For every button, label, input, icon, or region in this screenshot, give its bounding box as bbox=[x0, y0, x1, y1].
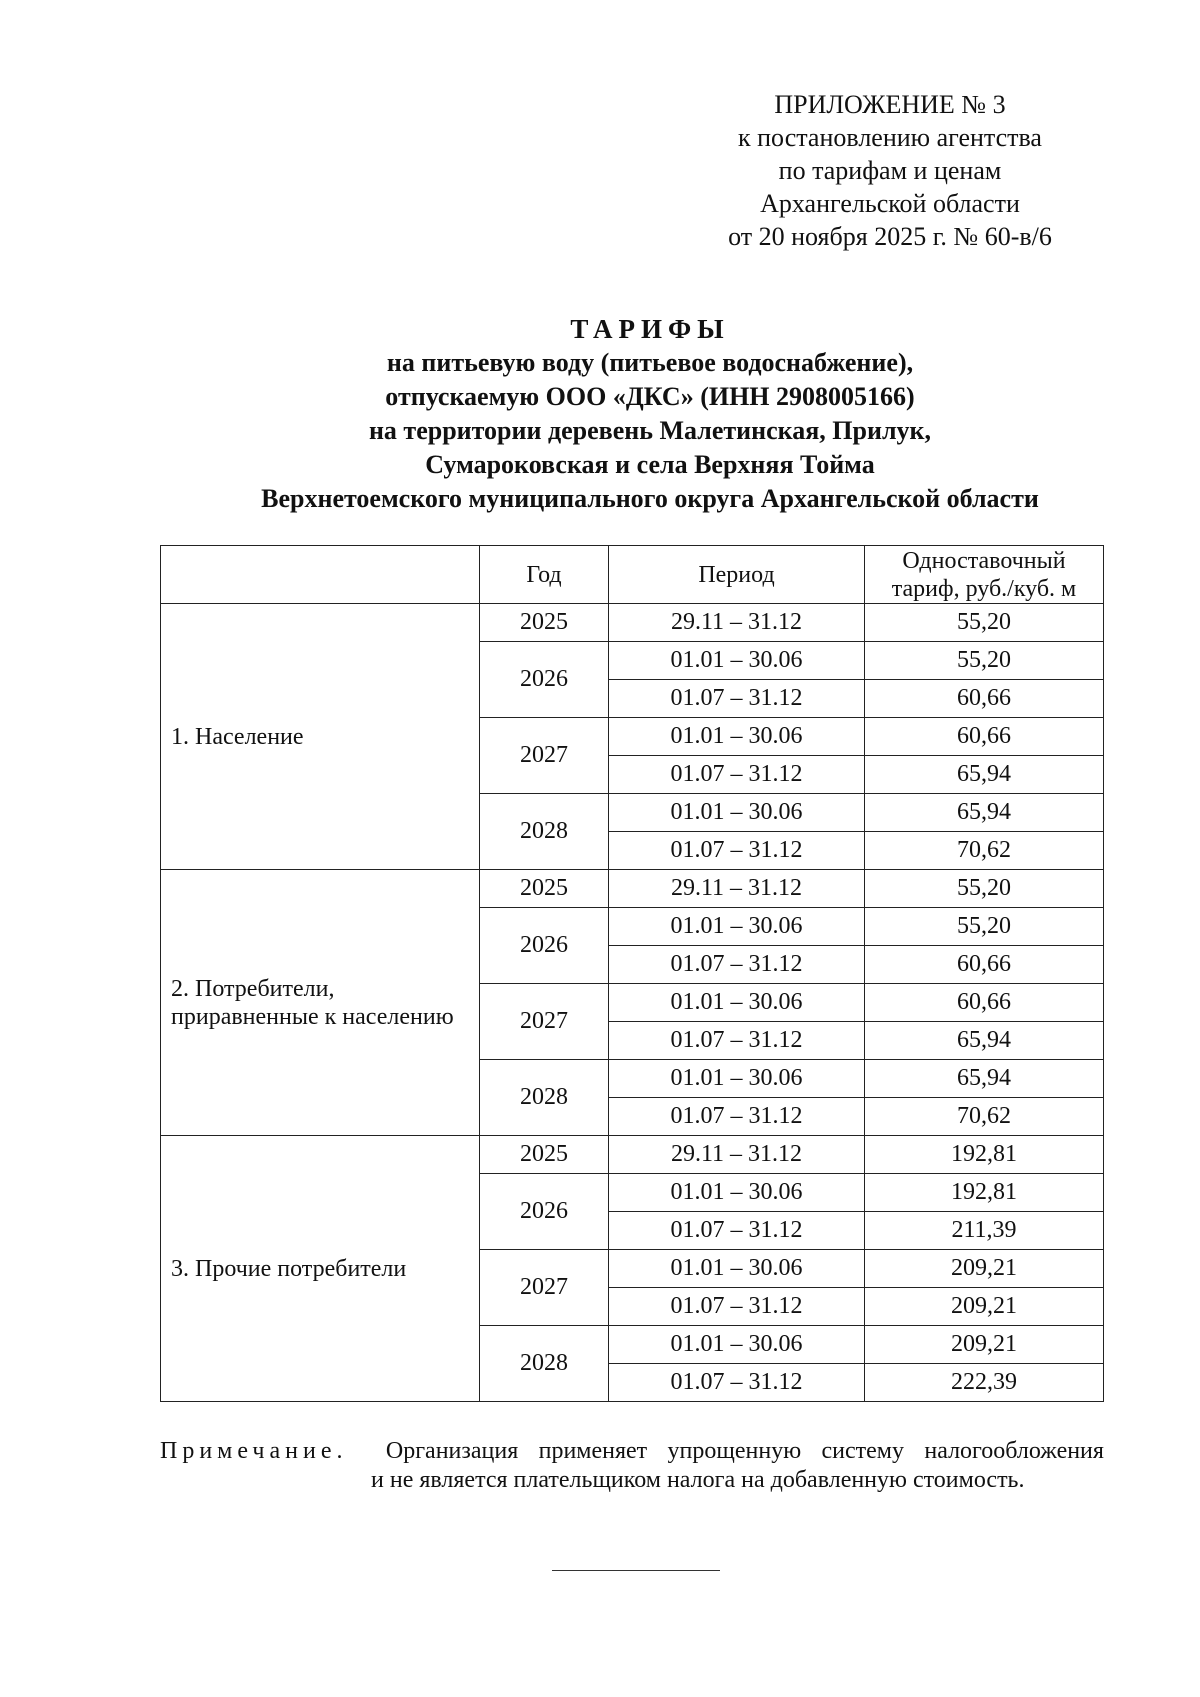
period-cell: 01.07 – 31.12 bbox=[609, 1364, 865, 1402]
category-line: 2. Потребители, bbox=[171, 975, 335, 1002]
document-title bbox=[150, 312, 1150, 516]
period-cell: 01.07 – 31.12 bbox=[609, 680, 865, 718]
tariffs-table bbox=[160, 545, 1104, 1402]
note bbox=[160, 1437, 1104, 1495]
table-row bbox=[161, 1136, 1104, 1174]
tariff-cell: 55,20 bbox=[865, 604, 1104, 642]
period-cell: 01.01 – 30.06 bbox=[609, 908, 865, 946]
year-cell: 2027 bbox=[480, 1250, 609, 1326]
period-cell: 01.01 – 30.06 bbox=[609, 1250, 865, 1288]
tariff-cell: 209,21 bbox=[865, 1326, 1104, 1364]
tariff-cell: 192,81 bbox=[865, 1174, 1104, 1212]
title-line: Верхнетоемского муниципального округа Архангельской области bbox=[261, 484, 1039, 513]
table-row bbox=[161, 604, 1104, 642]
tariff-cell: 60,66 bbox=[865, 680, 1104, 718]
year-cell: 2025 bbox=[480, 870, 609, 908]
header-tariff-line: Одноставочный bbox=[902, 547, 1066, 574]
tariff-cell: 65,94 bbox=[865, 1060, 1104, 1098]
header-tariff bbox=[865, 546, 1104, 604]
header-category bbox=[161, 546, 480, 604]
title-line: на территории деревень Малетинская, Прилук, bbox=[368, 416, 932, 445]
year-cell: 2025 bbox=[480, 1136, 609, 1174]
year-cell: 2027 bbox=[480, 718, 609, 794]
tariff-cell: 65,94 bbox=[865, 756, 1104, 794]
period-cell: 01.07 – 31.12 bbox=[609, 832, 865, 870]
title-line: на питьевую воду (питьевое водоснабжение), bbox=[386, 348, 914, 377]
table-body bbox=[161, 604, 1104, 1402]
period-cell: 01.07 – 31.12 bbox=[609, 1098, 865, 1136]
tariff-cell: 192,81 bbox=[865, 1136, 1104, 1174]
note-word: налогообложения bbox=[924, 1438, 1104, 1464]
note-word: применяет bbox=[538, 1438, 648, 1464]
title-line: отпускаемую ООО «ДКС» (ИНН 2908005166) bbox=[385, 382, 915, 411]
note-word: упрощенную bbox=[667, 1438, 802, 1464]
period-cell: 01.07 – 31.12 bbox=[609, 1212, 865, 1250]
tariff-cell: 222,39 bbox=[865, 1364, 1104, 1402]
period-cell: 01.07 – 31.12 bbox=[609, 1022, 865, 1060]
period-cell: 29.11 – 31.12 bbox=[609, 604, 865, 642]
tariff-cell: 55,20 bbox=[865, 642, 1104, 680]
year-cell: 2026 bbox=[480, 642, 609, 718]
note-word: систему bbox=[821, 1438, 904, 1464]
tariff-cell: 65,94 bbox=[865, 794, 1104, 832]
tariff-cell: 55,20 bbox=[865, 870, 1104, 908]
period-cell: 01.01 – 30.06 bbox=[609, 718, 865, 756]
period-cell: 01.07 – 31.12 bbox=[609, 756, 865, 794]
note-label: Примечание. bbox=[160, 1438, 348, 1464]
category-line: приравненные к населению bbox=[171, 1003, 454, 1030]
period-cell: 01.01 – 30.06 bbox=[609, 794, 865, 832]
period-cell: 01.07 – 31.12 bbox=[609, 1288, 865, 1326]
header-tariff-line: тариф, руб./куб. м bbox=[891, 575, 1077, 602]
note-line: и не является плательщиком налога на добавленную стоимость. bbox=[371, 1467, 1025, 1493]
appendix-header bbox=[700, 88, 1080, 253]
header-year: Год bbox=[480, 546, 609, 604]
table-header-row bbox=[161, 546, 1104, 604]
header-period: Период bbox=[609, 546, 865, 604]
category-cell bbox=[161, 604, 480, 870]
closing-rule bbox=[552, 1570, 720, 1571]
period-cell: 29.11 – 31.12 bbox=[609, 870, 865, 908]
category-cell bbox=[161, 870, 480, 1136]
year-cell: 2026 bbox=[480, 1174, 609, 1250]
title-main: ТАРИФЫ bbox=[570, 314, 730, 344]
tariff-cell: 60,66 bbox=[865, 984, 1104, 1022]
tariff-cell: 60,66 bbox=[865, 718, 1104, 756]
period-cell: 01.01 – 30.06 bbox=[609, 984, 865, 1022]
table-row bbox=[161, 870, 1104, 908]
category-cell bbox=[161, 1136, 480, 1402]
title-line: Сумароковская и села Верхняя Тойма bbox=[425, 450, 875, 479]
category-line: 3. Прочие потребители bbox=[171, 1255, 407, 1282]
tariff-cell: 211,39 bbox=[865, 1212, 1104, 1250]
tariff-cell: 70,62 bbox=[865, 832, 1104, 870]
note-word: Организация bbox=[385, 1438, 519, 1464]
year-cell: 2028 bbox=[480, 794, 609, 870]
appendix-line: от 20 ноября 2025 г. № 60-в/6 bbox=[728, 222, 1052, 251]
tariff-cell: 55,20 bbox=[865, 908, 1104, 946]
category-line: 1. Население bbox=[171, 723, 304, 750]
appendix-line: к постановлению агентства bbox=[738, 123, 1042, 152]
tariff-cell: 60,66 bbox=[865, 946, 1104, 984]
tariff-cell: 65,94 bbox=[865, 1022, 1104, 1060]
year-cell: 2028 bbox=[480, 1060, 609, 1136]
period-cell: 01.01 – 30.06 bbox=[609, 1060, 865, 1098]
year-cell: 2027 bbox=[480, 984, 609, 1060]
year-cell: 2025 bbox=[480, 604, 609, 642]
period-cell: 29.11 – 31.12 bbox=[609, 1136, 865, 1174]
year-cell: 2028 bbox=[480, 1326, 609, 1402]
period-cell: 01.01 – 30.06 bbox=[609, 1174, 865, 1212]
appendix-line: Архангельской области bbox=[760, 189, 1020, 218]
year-cell: 2026 bbox=[480, 908, 609, 984]
appendix-line: по тарифам и ценам bbox=[778, 156, 1002, 185]
tariff-cell: 209,21 bbox=[865, 1250, 1104, 1288]
period-cell: 01.01 – 30.06 bbox=[609, 642, 865, 680]
tariff-cell: 70,62 bbox=[865, 1098, 1104, 1136]
appendix-line: ПРИЛОЖЕНИЕ № 3 bbox=[774, 90, 1006, 119]
tariff-cell: 209,21 bbox=[865, 1288, 1104, 1326]
period-cell: 01.01 – 30.06 bbox=[609, 1326, 865, 1364]
note-line bbox=[160, 1437, 1104, 1466]
period-cell: 01.07 – 31.12 bbox=[609, 946, 865, 984]
